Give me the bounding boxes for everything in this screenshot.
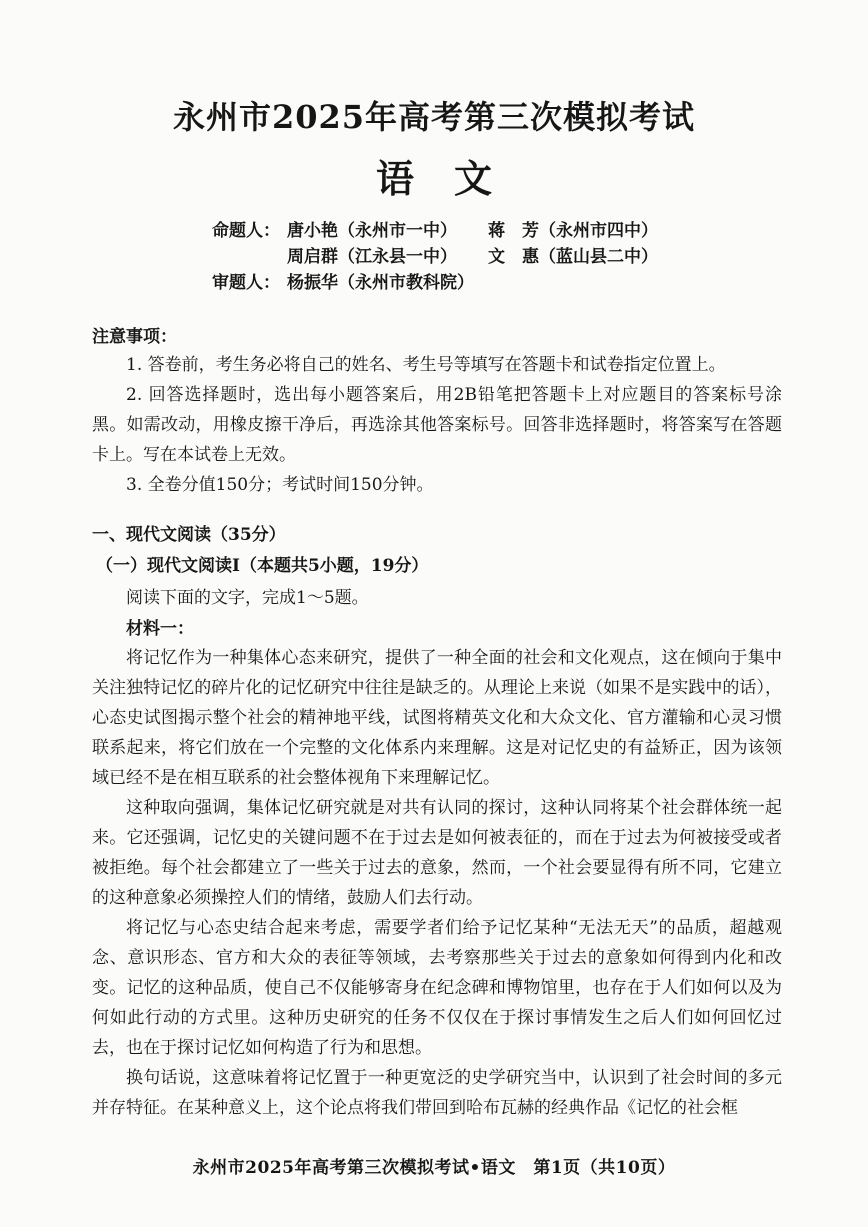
passage-paragraph: 换句话说，这意味着将记忆置于一种更宽泛的史学研究当中，认识到了社会时间的多元并存特征。在某种意义上，这个论点将我们带回到哈布瓦赫的经典作品《记忆的社会框 bbox=[92, 1068, 782, 1118]
setter-name: 蒋 芳（永州市四中） bbox=[488, 221, 658, 241]
note-item: 3. 全卷分值150分；考试时间150分钟。 bbox=[126, 475, 434, 495]
notes-title: 注意事项： bbox=[92, 327, 177, 347]
setter-name: 周启群（江永县一中） bbox=[287, 247, 457, 267]
setter-row bbox=[212, 218, 658, 244]
reviewer-label: 审题人： bbox=[212, 273, 280, 293]
passage-paragraph: 将记忆作为一种集体心态来研究，提供了一种全面的社会和文化观点，这在倾向于集中关注独特记忆的碎片化的记忆研究中往往是缺乏的。从理论上来说（如果不是实践中的话），心态史试图揭示整个社会的精神地平线，试图将精英文化和大众文化、官方灌输和心灵习惯联系起来，将它们放在一个完整的文化体系内来理解。这是对记忆史的有益矫正，因为该领域已经不是在相互联系的社会整体视角下来理解记忆。 bbox=[92, 648, 782, 788]
passage-paragraph: 将记忆与心态史结合起来考虑，需要学者们给予记忆某种“无法无天”的品质，超越观念、意识形态、官方和大众的表征等领域，去考察那些关于过去的意象如何得到内化和改变。记忆的这种品质，使自己不仅能够寄身在纪念碑和博物馆里，也存在于人们如何以及为何如此行动的方式里。这种历史研究的任务不仅仅在于探讨事情发生之后人们如何回忆过去，也在于探讨记忆如何构造了行为和思想。 bbox=[92, 918, 782, 1058]
authors-block bbox=[212, 218, 658, 296]
note-item: 2. 回答选择题时，选出每小题答案后，用2B铅笔把答题卡上对应题目的答案标号涂黑。如需改动，用橡皮擦干净后，再选涂其他答案标号。回答非选择题时，将答案写在答题卡上。写在本试卷上无效。 bbox=[92, 385, 782, 465]
reviewer-name: 杨振华（永州市教科院） bbox=[287, 273, 474, 293]
passage-paragraph: 这种取向强调，集体记忆研究就是对共有认同的探讨，这种认同将某个社会群体统一起来。它还强调，记忆史的关键问题不在于过去是如何被表征的，而在于过去为何被接受或者被拒绝。每个社会都建立了一些关于过去的意象，然而，一个社会要显得有所不同，它建立的这种意象必须操控人们的情绪，鼓励人们去行动。 bbox=[92, 798, 782, 908]
subsection-heading: （一）现代文阅读Ⅰ（本题共5小题，19分） bbox=[96, 556, 429, 576]
setter-row bbox=[212, 244, 658, 270]
setter-name: 唐小艳（永州市一中） bbox=[287, 221, 457, 241]
passage bbox=[92, 643, 782, 1123]
subject-title: 语文 bbox=[375, 156, 532, 201]
reading-instruction: 阅读下面的文字，完成1～5题。 bbox=[126, 588, 369, 608]
reviewer-row bbox=[212, 270, 474, 296]
setter-label: 命题人： bbox=[212, 221, 280, 241]
material-label: 材料一： bbox=[126, 619, 194, 639]
notes-list bbox=[92, 350, 782, 500]
section-heading: 一、现代文阅读（35分） bbox=[92, 525, 286, 545]
exam-title: 永州市2025年高考第三次模拟考试 bbox=[172, 98, 696, 136]
page-footer: 永州市2025年高考第三次模拟考试•语文 第1页（共10页） bbox=[192, 1158, 676, 1178]
setter-name: 文 惠（蓝山县二中） bbox=[488, 247, 658, 267]
note-item: 1. 答卷前，考生务必将自己的姓名、考生号等填写在答题卡和试卷指定位置上。 bbox=[126, 355, 726, 375]
